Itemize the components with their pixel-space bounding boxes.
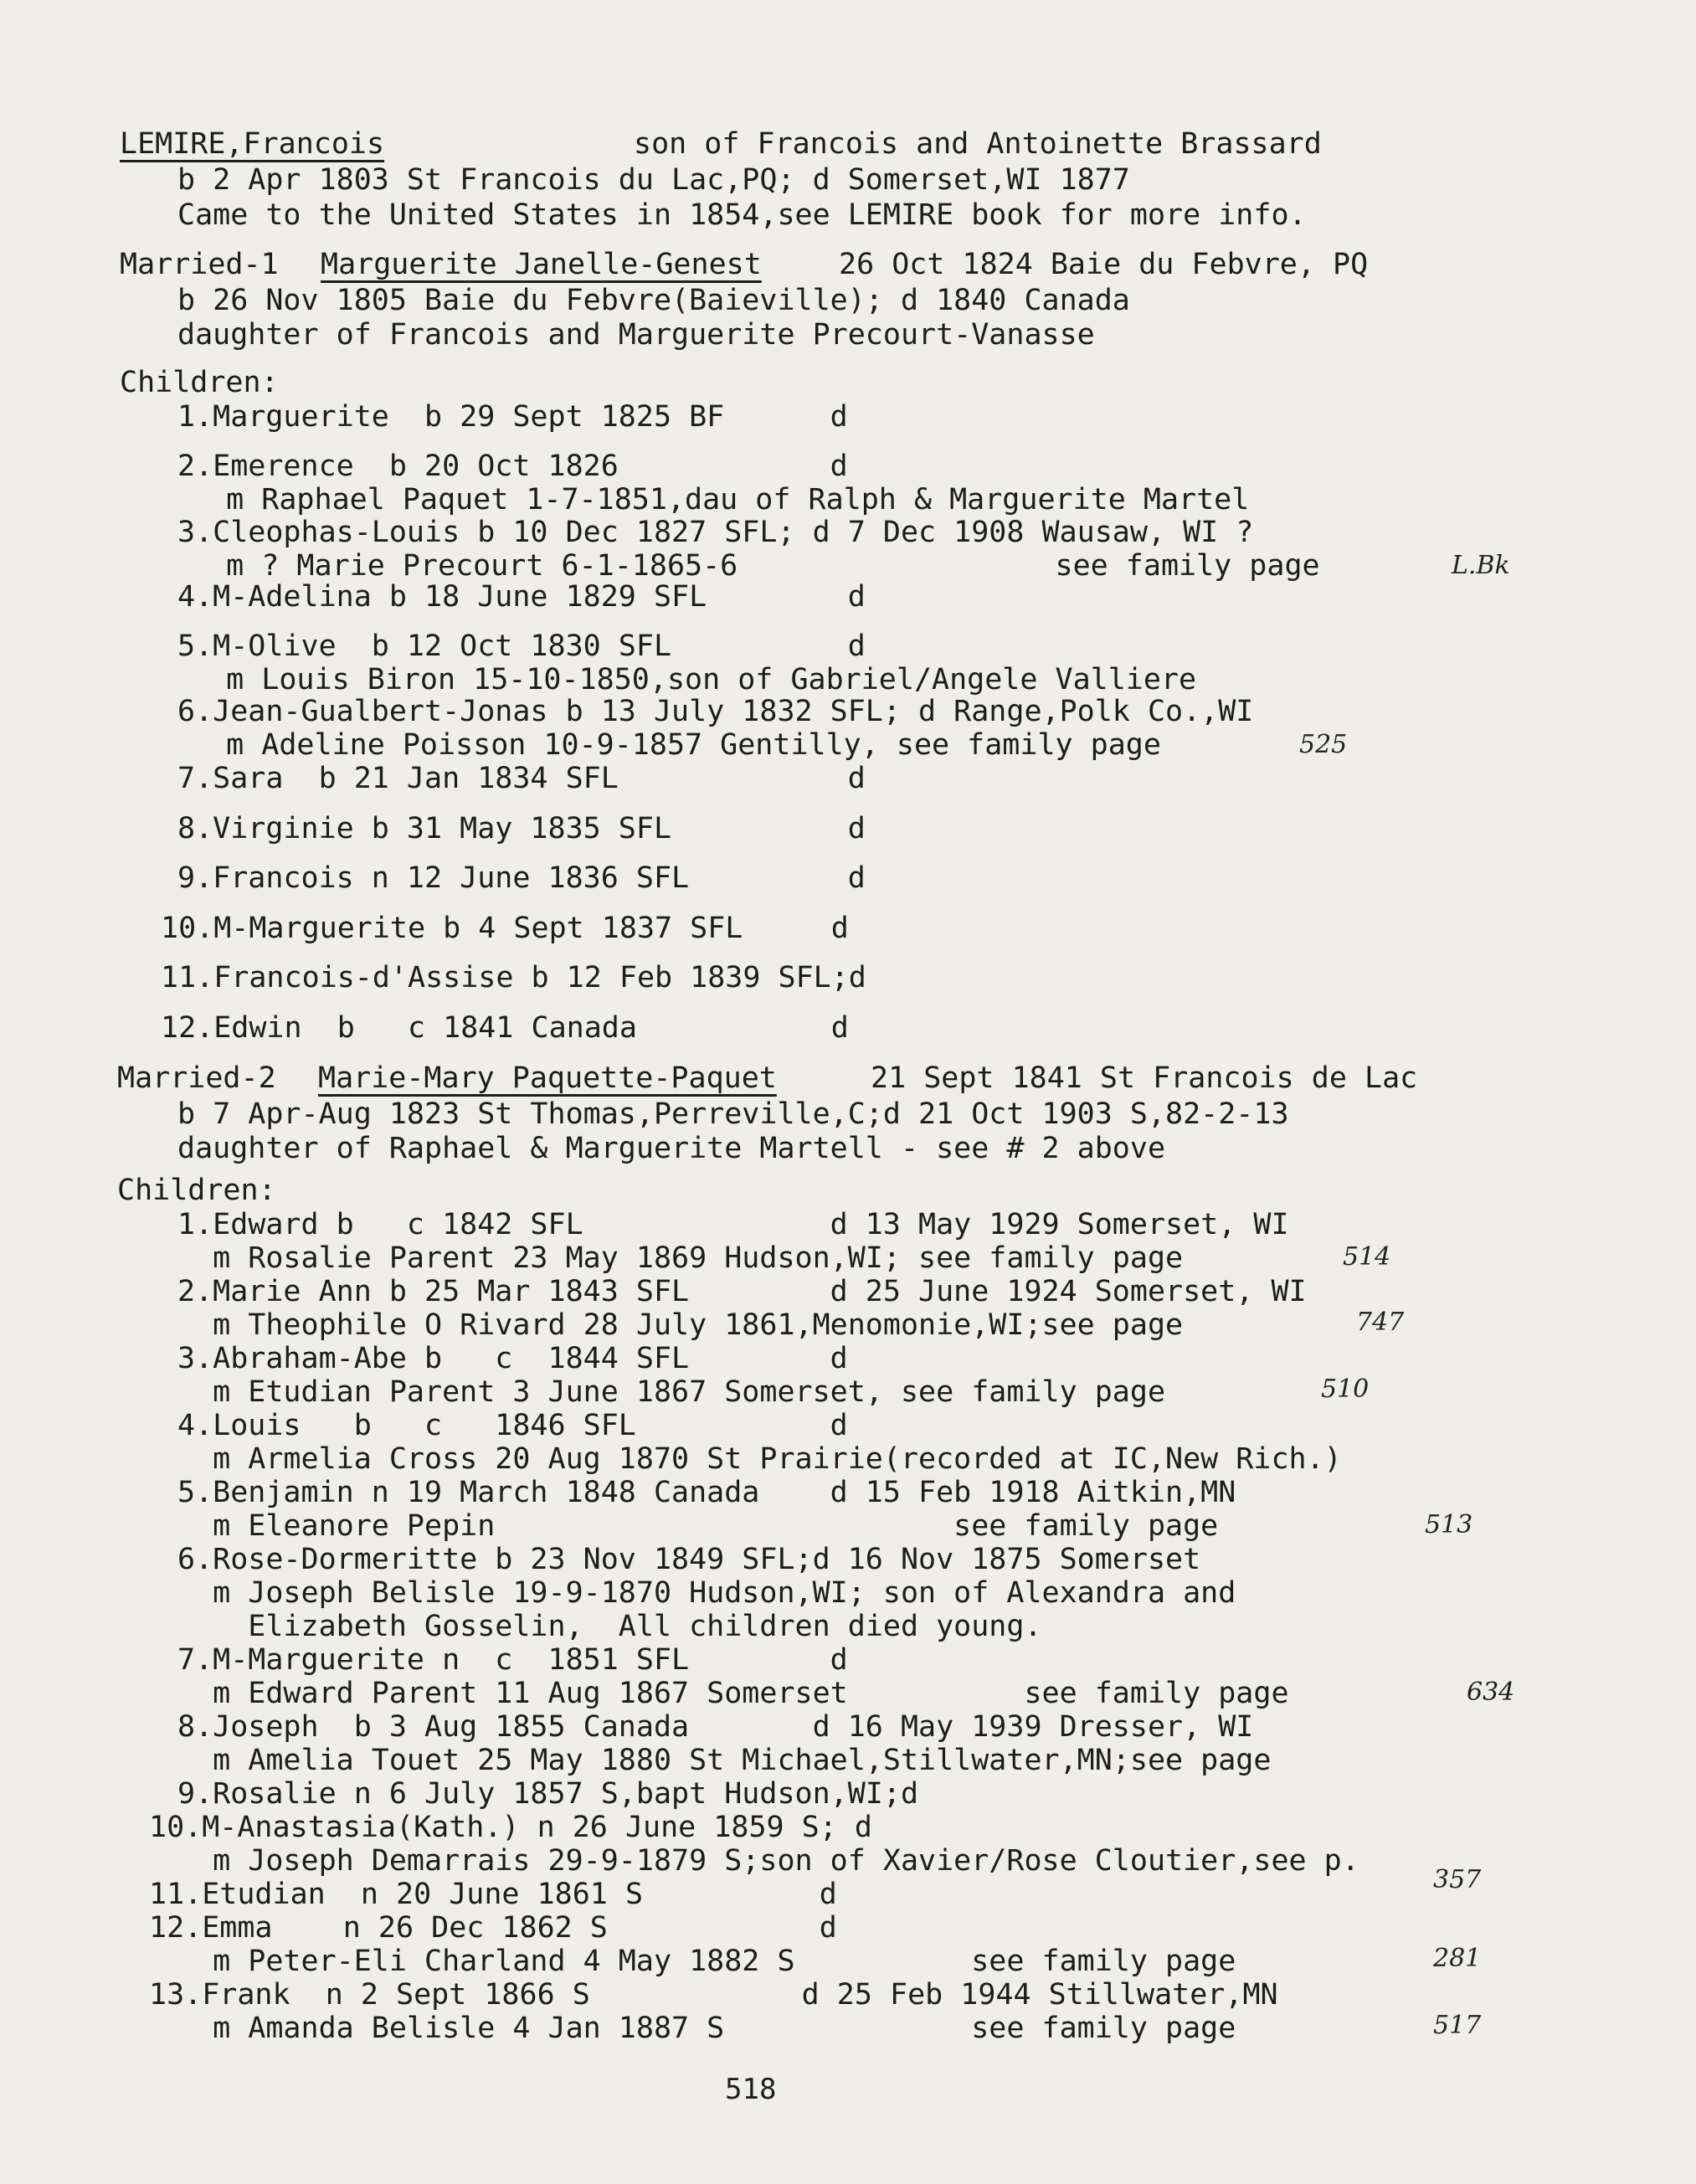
marriage1-children-label: Children:: [120, 366, 279, 399]
list-item: m Etudian Parent 3 June 1867 Somerset, see family page: [177, 1375, 1166, 1409]
list-item: 1.Marguerite b 29 Sept 1825 BF d: [177, 400, 848, 434]
list-item: 11.Francois-d'Assise b 12 Feb 1839 SFL;d: [161, 961, 866, 994]
list-item: m Theophile O Rivard 28 July 1861,Menomonie,WI;see page: [177, 1308, 1184, 1342]
handwritten-note: 513: [1425, 1510, 1473, 1539]
list-item: 4.Louis b c 1846 SFL d: [177, 1409, 848, 1442]
marriage1-parents: daughter of Francois and Marguerite Precourt-Vanasse: [177, 318, 1095, 352]
list-item: 3.Abraham-Abe b c 1844 SFL d: [177, 1342, 848, 1375]
list-item: m ? Marie Precourt 6-1-1865-6 see family page: [191, 549, 1320, 583]
marriage1-spouse: Marguerite Janelle-Genest: [321, 248, 762, 281]
list-item: m Edward Parent 11 Aug 1867 Somerset see family page: [177, 1677, 1289, 1710]
list-item: 5.Benjamin n 19 March 1848 Canada d 15 Feb 1918 Aitkin,MN: [177, 1476, 1236, 1509]
handwritten-note: 510: [1321, 1375, 1370, 1404]
list-item: 11.Etudian n 20 June 1861 S d: [149, 1878, 837, 1911]
handwritten-note: 281: [1433, 1944, 1482, 1973]
list-item: 9.Francois n 12 June 1836 SFL d: [177, 861, 866, 895]
header-birth-death: b 2 Apr 1803 St Francois du Lac,PQ; d Somerset,WI 1877: [177, 163, 1130, 197]
list-item: 8.Virginie b 31 May 1835 SFL d: [177, 812, 866, 845]
list-item: 2.Marie Ann b 25 Mar 1843 SFL d 25 June 1924 Somerset, WI: [177, 1275, 1307, 1308]
list-item: m Adeline Poisson 10-9-1857 Gentilly, see family page: [191, 728, 1161, 762]
list-item: 4.M-Adelina b 18 June 1829 SFL d: [177, 580, 866, 614]
list-item: 2.Emerence b 20 Oct 1826 d: [177, 450, 848, 483]
header-note: Came to the United States in 1854,see LEMIRE book for more info.: [177, 198, 1307, 232]
list-item: 9.Rosalie n 6 July 1857 S,bapt Hudson,WI;d: [177, 1777, 919, 1811]
marriage1-prefix: Married-1: [120, 248, 279, 281]
list-item: m Joseph Belisle 19-9-1870 Hudson,WI; son of Alexandra and: [177, 1576, 1236, 1610]
handwritten-note: 357: [1433, 1865, 1482, 1894]
list-item: 8.Joseph b 3 Aug 1855 Canada d 16 May 1939 Dresser, WI: [177, 1710, 1254, 1744]
list-item: Elizabeth Gosselin, All children died young.: [177, 1610, 1042, 1643]
list-item: m Raphael Paquet 1-7-1851,dau of Ralph & Marguerite Martel: [191, 483, 1250, 516]
marriage2-prefix: Married-2: [117, 1061, 276, 1095]
list-item: 7.Sara b 21 Jan 1834 SFL d: [177, 762, 866, 795]
list-item: 10.M-Marguerite b 4 Sept 1837 SFL d: [161, 912, 849, 945]
marriage2-spouse: Marie-Mary Paquette-Paquet: [318, 1061, 777, 1095]
list-item: m Louis Biron 15-10-1850,son of Gabriel/Angele Valliere: [191, 663, 1197, 696]
handwritten-note: 634: [1467, 1678, 1515, 1707]
list-item: 10.M-Anastasia(Kath.) n 26 June 1859 S; d: [149, 1811, 872, 1844]
list-item: 5.M-Olive b 12 Oct 1830 SFL d: [177, 630, 866, 663]
handwritten-note: 514: [1343, 1242, 1391, 1272]
marriage2-birth-death: b 7 Apr-Aug 1823 St Thomas,Perreville,C;d 21 Oct 1903 S,82-2-13: [177, 1097, 1289, 1131]
handwritten-note: 517: [1433, 2011, 1482, 2040]
person-name: LEMIRE,Francois: [120, 127, 385, 161]
list-item: 6.Jean-Gualbert-Jonas b 13 July 1832 SFL; d Range,Polk Co.,WI: [177, 695, 1254, 728]
marriage1-birth-death: b 26 Nov 1805 Baie du Febvre(Baieville); d 1840 Canada: [177, 284, 1130, 317]
handwritten-note: 525: [1299, 730, 1348, 759]
header-line-1: [120, 127, 384, 161]
marriage2-children-label: Children:: [117, 1174, 276, 1207]
list-item: 12.Edwin b c 1841 Canada d: [161, 1011, 849, 1045]
list-item: m Peter-Eli Charland 4 May 1882 S see family page: [177, 1945, 1236, 1978]
marriage2-details: 21 Sept 1841 St Francois de Lac: [871, 1061, 1418, 1095]
list-item: m Eleanore Pepin see family page: [177, 1509, 1219, 1543]
marriage2-parents: daughter of Raphael & Marguerite Martell - see # 2 above: [177, 1132, 1166, 1165]
list-item: m Rosalie Parent 23 May 1869 Hudson,WI; see family page: [177, 1241, 1184, 1275]
list-item: 7.M-Marguerite n c 1851 SFL d: [177, 1643, 848, 1677]
list-item: m Amelia Touet 25 May 1880 St Michael,Stillwater,MN;see page: [177, 1744, 1272, 1777]
list-item: m Armelia Cross 20 Aug 1870 St Prairie(recorded at IC,New Rich.): [177, 1442, 1342, 1476]
list-item: 3.Cleophas-Louis b 10 Dec 1827 SFL; d 7 Dec 1908 Wausaw, WI ?: [177, 516, 1254, 549]
list-item: 1.Edward b c 1842 SFL d 13 May 1929 Somerset, WI: [177, 1208, 1289, 1241]
handwritten-note: L.Bk: [1452, 551, 1510, 580]
list-item: m Amanda Belisle 4 Jan 1887 S see family page: [177, 2012, 1236, 2045]
list-item: 12.Emma n 26 Dec 1862 S d: [149, 1911, 837, 1945]
list-item: m Joseph Demarrais 29-9-1879 S;son of Xavier/Rose Cloutier,see p.: [177, 1844, 1359, 1878]
handwritten-note: 747: [1356, 1308, 1405, 1337]
marriage1-details: 26 Oct 1824 Baie du Febvre, PQ: [839, 248, 1369, 281]
list-item: 13.Frank n 2 Sept 1866 S d 25 Feb 1944 Stillwater,MN: [149, 1978, 1278, 2012]
page-number: 518: [725, 2073, 777, 2106]
header-parents: son of Francois and Antoinette Brassard: [634, 127, 1322, 161]
list-item: 6.Rose-Dormeritte b 23 Nov 1849 SFL;d 16 Nov 1875 Somerset: [177, 1543, 1201, 1576]
